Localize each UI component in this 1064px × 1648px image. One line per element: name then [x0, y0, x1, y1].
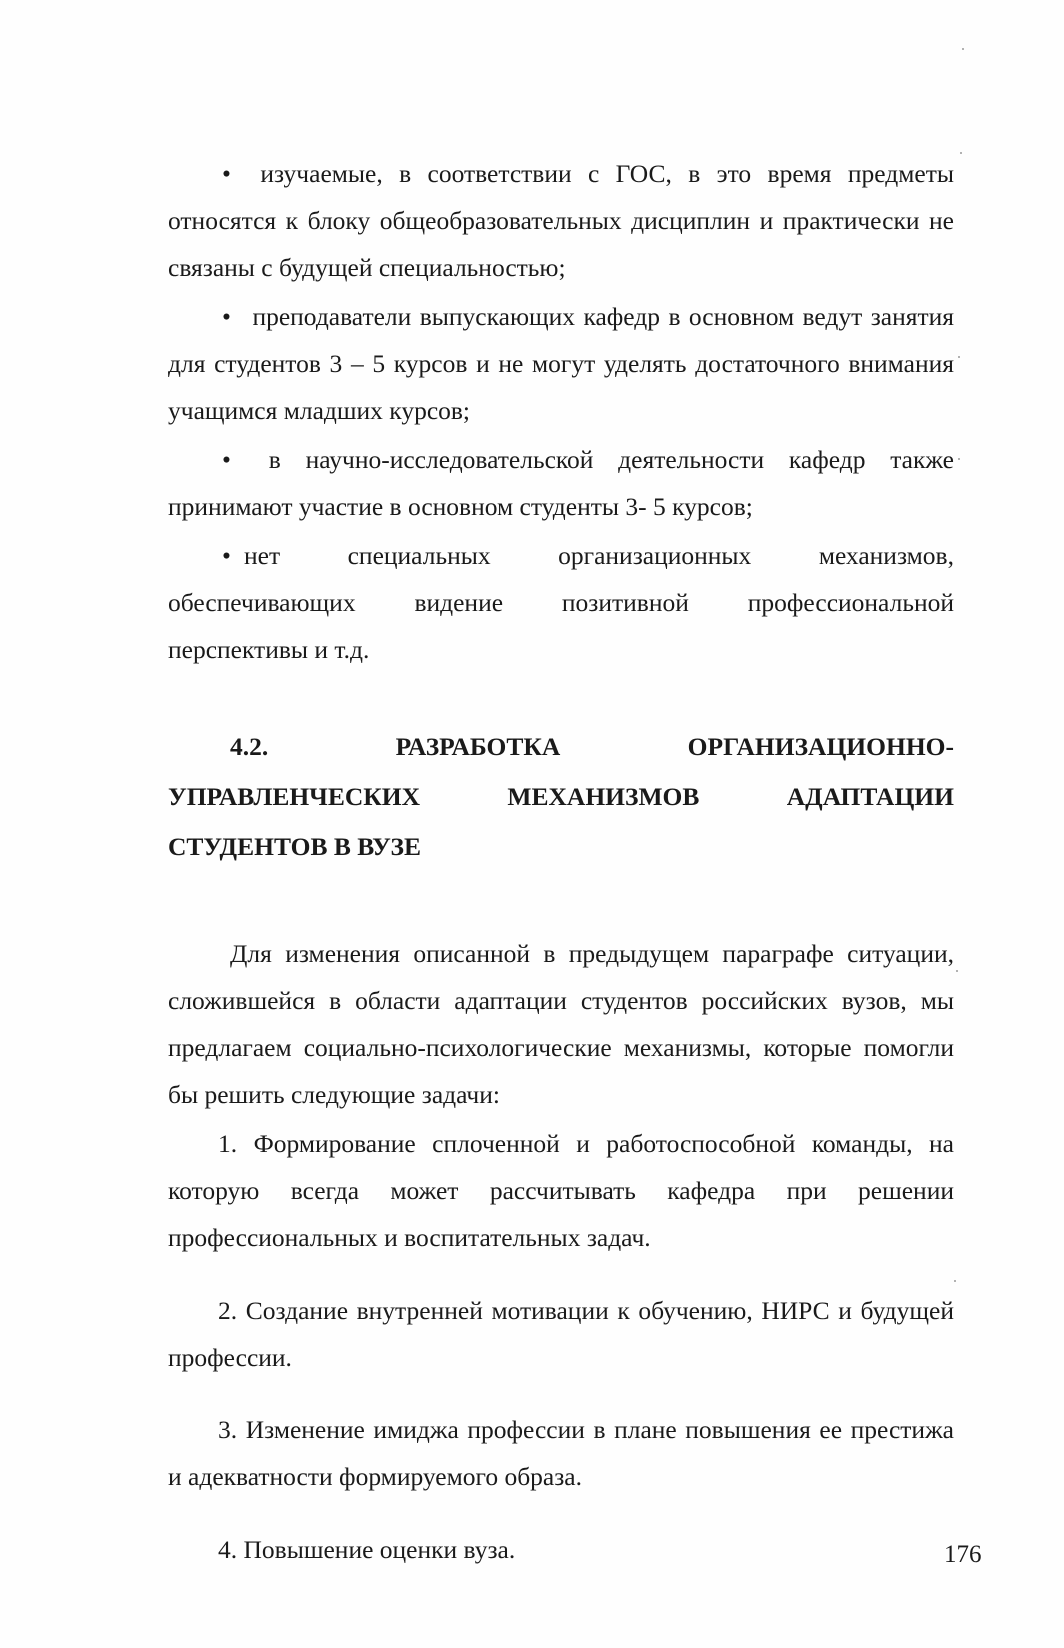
- scan-speck: [958, 356, 960, 358]
- bullet-text: преподаватели выпускающих кафедр в основном ведут занятия для студентов 3 – 5 курсов и не могут уделять достаточного внимания учащимся младших курсов;: [168, 302, 954, 425]
- task-item: [168, 1287, 954, 1381]
- scan-speck: [958, 458, 960, 460]
- bullet-marker: •: [222, 445, 231, 474]
- bullet-word: профессиональной: [747, 588, 954, 617]
- scan-speck: [962, 48, 964, 50]
- bullet-marker: •: [222, 159, 231, 188]
- scan-speck: [960, 152, 962, 154]
- task-item: [168, 1406, 954, 1500]
- section-number: 4.2.: [230, 732, 269, 761]
- bullet-item: [168, 532, 954, 673]
- task-item: [168, 1526, 954, 1573]
- task-number: 1.: [218, 1129, 238, 1158]
- bullet-marker: •: [222, 302, 231, 331]
- bullet-word: видение: [414, 588, 504, 617]
- bullet-marker: •: [222, 541, 231, 570]
- bullet-text: изучаемые, в соответствии с ГОС, в это время предметы относятся к блоку общеобразовательных дисциплин и практически не связаны с будущей специальностью;: [168, 159, 954, 282]
- page-content: [168, 150, 954, 1598]
- page-number: 176: [944, 1541, 982, 1568]
- task-number: 4.: [218, 1534, 238, 1564]
- heading-word: ОРГАНИЗАЦИОННО-: [687, 732, 954, 761]
- bullet-word: обеспечивающих: [168, 588, 356, 617]
- heading-word: РАЗРАБОТКА: [395, 732, 561, 761]
- heading-line: [168, 722, 954, 772]
- task-text: Формирование сплоченной и работоспособной команды, на которую всегда может рассчитывать кафедра при решении профессиональных и воспитательных задач.: [168, 1129, 954, 1252]
- bullet-item: [168, 436, 954, 530]
- bullet-word: специальных: [347, 541, 491, 570]
- scan-speck: [956, 970, 958, 972]
- heading-word: МЕХАНИЗМОВ: [507, 782, 700, 811]
- bullet-item: [168, 150, 954, 291]
- bullet-item: [168, 293, 954, 434]
- bullet-word: организационных: [558, 541, 752, 570]
- bullet-line: перспективы и т.д.: [168, 635, 370, 664]
- task-text: Повышение оценки вуза.: [243, 1534, 516, 1564]
- heading-word: АДАПТАЦИИ: [786, 782, 954, 811]
- bullet-line: [168, 579, 954, 626]
- heading-line: [168, 772, 954, 822]
- heading-word: УПРАВЛЕНЧЕСКИХ: [168, 782, 421, 811]
- section-heading: [168, 722, 954, 872]
- bullet-word: механизмов,: [818, 541, 954, 570]
- task-text: Создание внутренней мотивации к обучению, НИРС и будущей профессии.: [168, 1295, 954, 1372]
- task-item: [168, 1120, 954, 1261]
- bullet-first-word-group: [222, 532, 280, 579]
- task-number: 2.: [218, 1295, 238, 1325]
- heading-line: СТУДЕНТОВ В ВУЗЕ: [168, 832, 422, 861]
- bullet-word: позитивной: [561, 588, 689, 617]
- task-number: 3.: [218, 1415, 238, 1444]
- task-text: Изменение имиджа профессии в плане повышения ее престижа и адекватности формируемого образа.: [168, 1415, 955, 1491]
- intro-paragraph: Для изменения описанной в предыдущем параграфе ситуации, сложившейся в области адаптации студентов российских вузов, мы предлагаем социально-психологические механизмы, которые помогли бы решить следующие задачи:: [168, 939, 954, 1109]
- bullet-line: [168, 532, 954, 579]
- bullet-word: нет: [244, 541, 281, 570]
- scan-speck: [954, 1280, 956, 1282]
- bullet-text: в научно-исследовательской деятельности кафедр также принимают участие в основном студенты 3- 5 курсов;: [168, 445, 954, 521]
